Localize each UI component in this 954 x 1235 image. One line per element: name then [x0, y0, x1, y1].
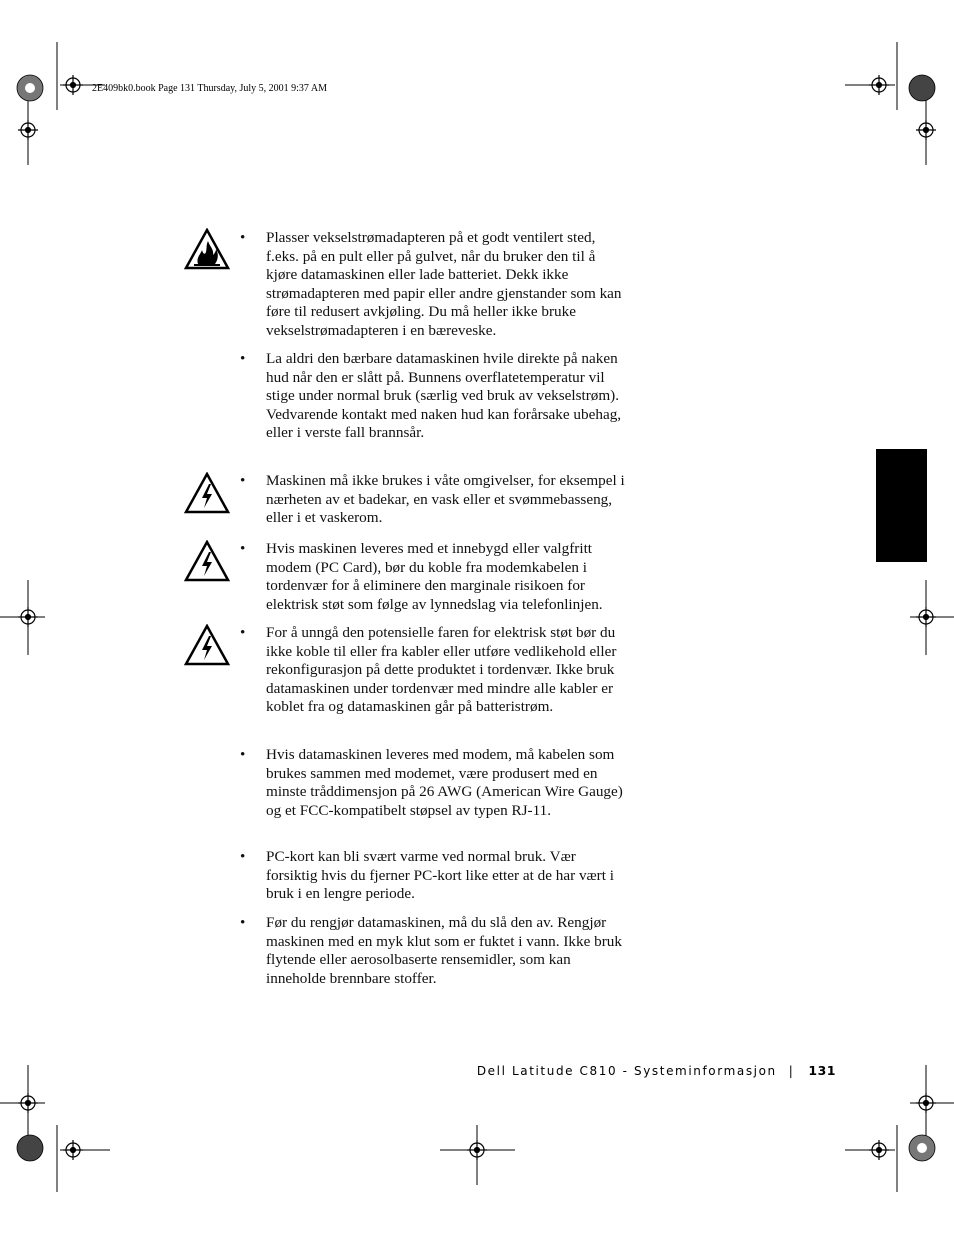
bullet-text: Maskinen må ikke brukes i våte omgivelser, for eksempel i nærheten av et badekar, en vask eller et svømmebasseng, eller i et vaskerom.	[266, 472, 625, 527]
bullet-symbol: •	[240, 914, 246, 931]
list-item	[240, 624, 630, 717]
chapter-tab	[876, 449, 927, 562]
bullet-symbol: •	[240, 746, 246, 763]
list-item	[240, 914, 630, 988]
bullet-text: Hvis maskinen leveres med et innebygd eller valgfritt modem (PC Card), bør du koble fra modemkabelen i tordenvær for å eliminere den marginale risikoen for elektrisk støt som følge av lynnedslag via telefonlinjen.	[266, 540, 603, 613]
list-item	[240, 746, 630, 820]
bullet-symbol: •	[240, 350, 246, 367]
electric-shock-warning-icon	[184, 624, 230, 666]
bullet-text: PC-kort kan bli svært varme ved normal bruk. Vær forsiktig hvis du fjerner PC-kort like etter at de har vært i bruk i en lengre periode.	[266, 848, 614, 903]
list-item	[240, 350, 630, 443]
fire-warning-icon	[184, 228, 230, 270]
bullet-text: Plasser vekselstrømadapteren på et godt ventilert sted, f.eks. på en pult eller på gulvet, når du bruker den til å kjøre datamaskinen eller lade batteriet. Dekk ikke strømadapteren med papir eller andre gjenstander som kan føre til redusert avkjøling. Du må heller ikke bruke vekselstrømadapteren i en bæreveske.	[266, 229, 622, 339]
bullet-text: Hvis datamaskinen leveres med modem, må kabelen som brukes sammen med modemet, være produsert med en minste tråddimensjon på 26 AWG (American Wire Gauge) og et FCC-kompatibelt støpsel av typen RJ-11.	[266, 746, 623, 819]
bullet-text: Før du rengjør datamaskinen, må du slå den av. Rengjør maskinen med en myk klut som er fuktet i vann. Ikke bruk flytende eller aerosolbaserte rensemidler, som kan inneholde brennbare stoffer.	[266, 914, 622, 987]
footer-separator: |	[788, 1063, 795, 1078]
list-item	[240, 472, 630, 528]
bullet-text: For å unngå den potensielle faren for elektrisk støt bør du ikke koble til eller fra kabler eller utføre vedlikehold eller rekonfigurasjon på dette produktet i tordenvær. Ikke bruk datamaskinen under tordenvær med mindre alle kabler er koblet fra og datamaskinen går på batteristrøm.	[266, 624, 617, 716]
page-number: 131	[808, 1063, 836, 1078]
bullet-symbol: •	[240, 229, 246, 246]
print-slug: 2E409bk0.book Page 131 Thursday, July 5, 2001 9:37 AM	[92, 83, 327, 94]
electric-shock-warning-icon	[184, 472, 230, 514]
list-item	[240, 848, 630, 904]
list-item	[240, 540, 630, 614]
page-footer	[477, 1063, 836, 1078]
bullet-symbol: •	[240, 624, 246, 641]
footer-title: Dell Latitude C810 - Systeminformasjon	[476, 1063, 777, 1078]
bullet-symbol: •	[240, 540, 246, 557]
electric-shock-warning-icon	[184, 540, 230, 582]
bullet-text: La aldri den bærbare datamaskinen hvile direkte på naken hud når den er slått på. Bunnens overflatetemperatur vil stige under normal bruk (særlig ved bruk av vekselstrøm). Vedvarende kontakt med naken hud kan forårsake ubehag, eller i verste fall brannsår.	[266, 350, 622, 442]
list-item	[240, 229, 630, 341]
bullet-symbol: •	[240, 848, 246, 865]
bullet-symbol: •	[240, 472, 246, 489]
